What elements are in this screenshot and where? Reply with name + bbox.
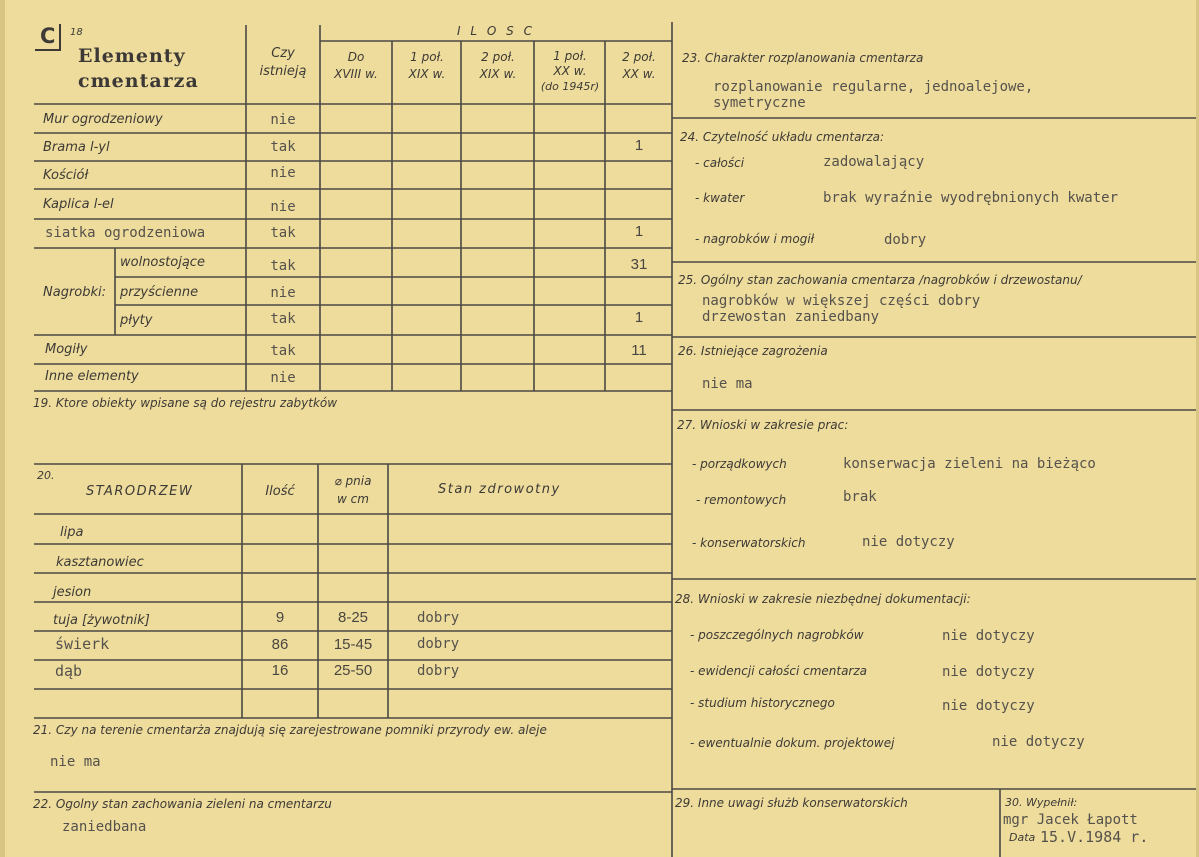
card-letter: C — [40, 24, 56, 48]
exists-value: nie — [270, 199, 296, 215]
q19-label: 19. Ktore obiekty wpisane są do rejestru zabytków — [33, 396, 338, 410]
tree-name: dąb — [55, 662, 83, 680]
q28-item-label: - poszczególnych nagrobków — [690, 628, 864, 642]
q24-item-value: zadowalający — [823, 154, 925, 170]
q26-label: 26. Istniejące zagrożenia — [678, 344, 828, 358]
q28-item-value: nie dotyczy — [942, 698, 1035, 714]
trees-count-header: Ilość — [265, 484, 295, 499]
exists-value: tak — [270, 343, 296, 359]
q25-answer: drzewostan zaniedbany — [702, 309, 880, 325]
tree-count: 86 — [271, 636, 289, 653]
q29-label: 29. Inne uwagi służb konserwatorskich — [675, 796, 908, 810]
count-value: 1 — [634, 223, 644, 240]
count-value: 11 — [631, 342, 647, 359]
trees-diameter-header: ⌀ pnia w cm — [334, 474, 372, 506]
card-superscript: 18 — [70, 27, 83, 38]
q27-item-label: - konserwatorskich — [692, 536, 806, 550]
q23-answer: rozplanowanie regularne, jednoalejowe, — [713, 79, 1034, 95]
exists-value: nie — [270, 285, 296, 301]
period-header-1xix: 1 poł. XIX w. — [408, 50, 446, 81]
q28-item-label: - studium historycznego — [690, 696, 835, 710]
q21-answer: nie ma — [50, 754, 101, 770]
period-header-xviii: Do XVIII w. — [334, 50, 378, 81]
period-header-2xix: 2 poł. XIX w. — [479, 50, 517, 81]
tree-diameter: 8-25 — [337, 609, 369, 626]
tree-name: kasztanowiec — [56, 555, 144, 570]
q24-item-value: brak wyraźnie wyodrębnionych kwater — [823, 190, 1119, 206]
element-label-przyscienne: przyścienne — [120, 285, 199, 300]
exists-value: nie — [270, 165, 296, 181]
q27-item-label: - remontowych — [696, 493, 787, 507]
q24-item-label: - nagrobków i mogił — [695, 232, 815, 246]
tree-name: jesion — [53, 585, 92, 600]
count-value: 1 — [634, 137, 644, 154]
nagrobki-label: Nagrobki: — [43, 285, 107, 300]
card-title-line2: cmentarza — [78, 70, 199, 92]
count-value: 1 — [634, 309, 644, 326]
q30-date: 15.V.1984 r. — [1040, 828, 1149, 846]
exists-value: nie — [270, 112, 296, 128]
q30-author: mgr Jacek Łapott — [1003, 812, 1138, 828]
element-label-kosciol: Kościół — [43, 168, 89, 183]
tree-name: tuja [żywotnik] — [53, 613, 150, 628]
q27-label: 27. Wnioski w zakresie prac: — [677, 418, 849, 432]
exists-value: tak — [270, 139, 296, 155]
q27-item-value: nie dotyczy — [862, 534, 955, 550]
q24-item-label: - całości — [695, 156, 745, 170]
exists-value: tak — [270, 258, 296, 274]
q27-item-value: brak — [843, 489, 877, 505]
q24-item-label: - kwater — [695, 191, 745, 205]
element-label-plyty: płyty — [120, 313, 153, 328]
q27-item-value: konserwacja zieleni na bieżąco — [843, 456, 1096, 472]
q23-label: 23. Charakter rozplanowania cmentarza — [682, 51, 924, 65]
tree-diameter: 15-45 — [333, 636, 373, 653]
ilosc-header: I L O S C — [457, 24, 535, 38]
q28-item-value: nie dotyczy — [992, 734, 1085, 750]
q28-item-value: nie dotyczy — [942, 664, 1035, 680]
element-label-inne: Inne elementy — [45, 369, 139, 384]
period-header-2xx: 2 poł. XX w. — [622, 50, 656, 81]
element-label-mur: Mur ogrodzeniowy — [43, 112, 163, 127]
q20-number: 20. — [37, 469, 55, 482]
element-label-siatka: siatka ogrodzeniowa — [45, 225, 206, 241]
scan-edge-left — [0, 0, 5, 857]
tree-count: 16 — [271, 662, 289, 679]
tree-health: dobry — [417, 663, 460, 679]
exists-value: tak — [270, 225, 296, 241]
q24-item-value: dobry — [884, 232, 927, 248]
q28-item-label: - ewentualnie dokum. projektowej — [690, 736, 895, 750]
tree-health: dobry — [417, 610, 460, 626]
exists-value: nie — [270, 370, 296, 386]
q28-label: 28. Wnioski w zakresie niezbędnej dokumentacji: — [675, 592, 971, 606]
q27-item-label: - porządkowych — [692, 457, 787, 471]
q23-answer: symetryczne — [713, 95, 806, 111]
q22-label: 22. Ogolny stan zachowania zieleni na cmentarzu — [33, 797, 332, 811]
period-header-1xx: 1 poł. XX w. (do 1945r) — [540, 49, 600, 93]
q21-label: 21. Czy na terenie cmentarża znajdują się zarejestrowane pomniki przyrody ew. aleje — [33, 723, 547, 737]
q25-answer: nagrobków w większej części dobry — [702, 293, 981, 309]
element-label-brama: Brama l-yl — [43, 140, 110, 155]
trees-health-header: Stan zdrowotny — [438, 482, 561, 497]
exists-header: Czy istnieją — [259, 46, 307, 79]
card-title-line1: Elementy — [78, 45, 186, 67]
q25-label: 25. Ogólny stan zachowania cmentarza /nagrobków i drzewostanu/ — [678, 273, 1082, 287]
q22-answer: zaniedbana — [62, 819, 147, 835]
q24-label: 24. Czytelność układu cmentarza: — [680, 130, 885, 144]
count-value: 31 — [630, 256, 648, 273]
q28-item-value: nie dotyczy — [942, 628, 1035, 644]
element-label-mogily: Mogiły — [45, 342, 88, 357]
tree-diameter: 25-50 — [333, 662, 373, 679]
exists-value: tak — [270, 311, 296, 327]
q28-item-label: - ewidencji całości cmentarza — [690, 664, 868, 678]
q26-answer: nie ma — [702, 376, 753, 392]
element-label-kaplica: Kaplica l-el — [43, 197, 114, 212]
tree-name: świerk — [55, 635, 110, 653]
q30-date-label: Data — [1009, 831, 1036, 844]
tree-count: 9 — [275, 609, 285, 626]
element-label-wolnostojace: wolnostojące — [120, 255, 205, 270]
q30-label: 30. Wypełnił: — [1005, 796, 1078, 809]
tree-name: lipa — [60, 525, 84, 540]
tree-health: dobry — [417, 636, 460, 652]
trees-header: STARODRZEW — [86, 484, 194, 499]
